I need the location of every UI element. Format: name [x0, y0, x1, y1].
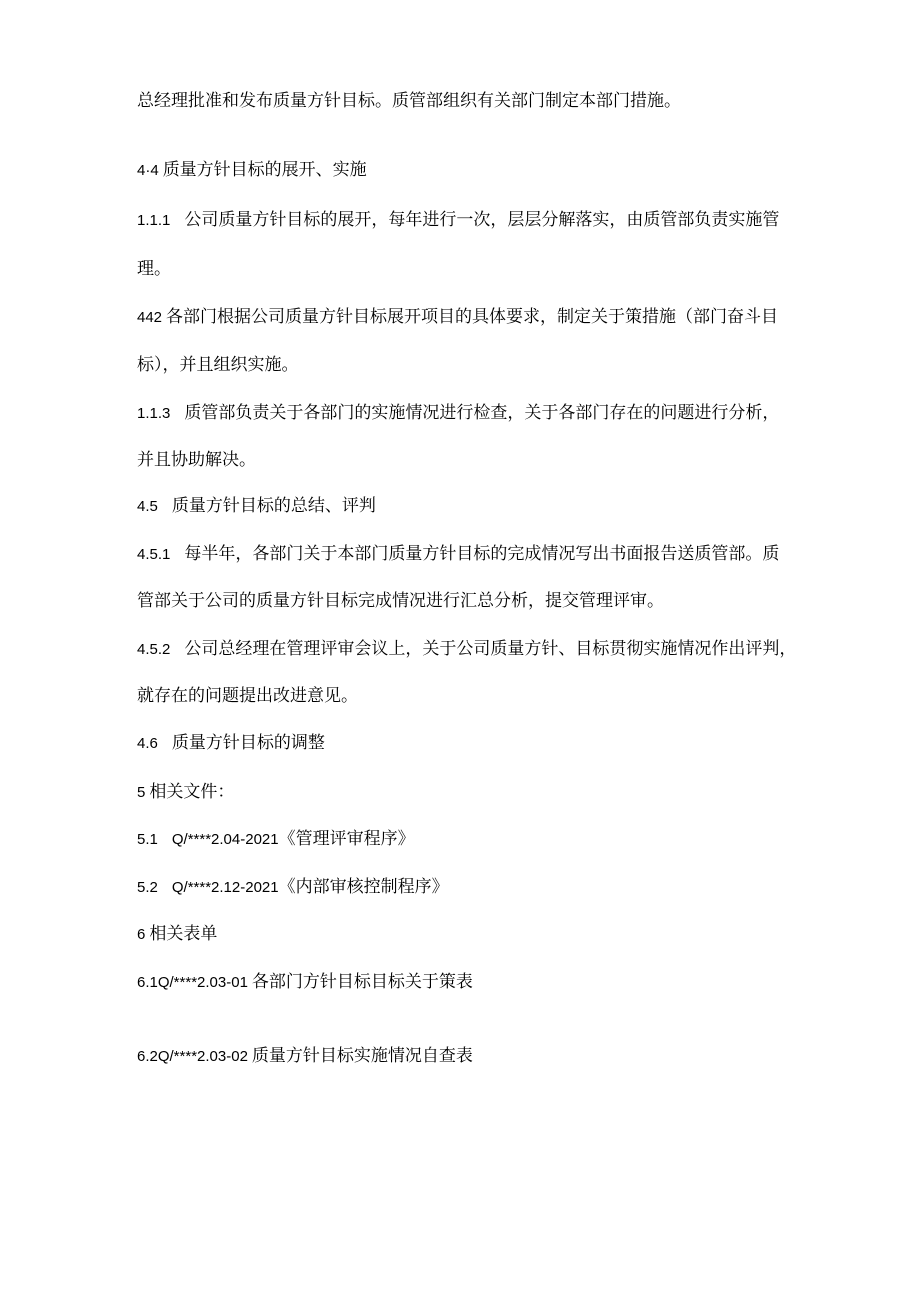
clause-1-1-1-line-2: [137, 257, 171, 281]
clause-4-5-2-line-2: [137, 684, 358, 708]
section-heading-5: [137, 780, 234, 805]
clause-text: 公司总经理在管理评审会议上，关于公司质量方针、目标贯彻实施情况作出评判，: [184, 639, 797, 659]
clause-text: 各部门根据公司质量方针目标展开项目的具体要求，制定关于策措施（部门奋斗目: [166, 307, 779, 327]
form-code: 6.1Q/****2.03-01: [137, 974, 248, 991]
section-number: 4.6: [137, 735, 158, 752]
section-title: 质量方针目标的展开、实施: [162, 160, 367, 180]
clause-number: 1.1.3: [137, 405, 171, 422]
clause-number: 1.1.1: [137, 212, 171, 229]
section-title: 相关文件：: [149, 782, 235, 802]
clause-text: 并且协助解决。: [137, 450, 256, 470]
section-heading-4-6: [137, 731, 325, 756]
clause-4-5-2-line-1: [137, 637, 796, 662]
related-document-5-2: [137, 875, 449, 900]
section-heading-4-5: [137, 494, 376, 519]
form-title: 各部门方针目标目标关于策表: [251, 972, 473, 992]
section-heading-6: [137, 922, 217, 947]
related-document-5-1: [137, 827, 415, 852]
clause-number: 4.5.2: [137, 641, 171, 658]
clause-442-line-2: [137, 353, 299, 377]
document-title: 《管理评审程序》: [278, 829, 415, 849]
document-code: Q/****2.12-2021: [171, 879, 279, 896]
clause-text: 就存在的问题提出改进意见。: [137, 686, 358, 706]
paragraph-text: 总经理批准和发布质量方针目标。质管部组织有关部门制定本部门措施。: [137, 91, 681, 111]
paragraph-approval: [137, 89, 681, 113]
document-title: 《内部审核控制程序》: [278, 877, 449, 897]
clause-text: 质管部负责关于各部门的实施情况进行检查，关于各部门存在的问题进行分析，: [184, 403, 780, 423]
item-number: 5.2: [137, 879, 158, 896]
clause-4-5-1-line-1: [137, 542, 779, 567]
clause-1-1-3-line-1: [137, 401, 779, 426]
form-title: 质量方针目标实施情况自查表: [251, 1046, 473, 1066]
clause-4-5-1-line-2: [137, 589, 664, 613]
section-number: 4.5: [137, 498, 158, 515]
form-code: 6.2Q/****2.03-02: [137, 1048, 248, 1065]
clause-text: 每半年，各部门关于本部门质量方针目标的完成情况写出书面报告送质管部。质: [184, 544, 780, 564]
item-number: 5.1: [137, 831, 158, 848]
clause-442-line-1: [137, 305, 778, 330]
clause-1-1-1-line-1: [137, 208, 779, 233]
clause-text: 标），并且组织实施。: [137, 355, 299, 375]
clause-number: 442: [137, 309, 163, 326]
section-title: 质量方针目标的总结、评判: [171, 496, 376, 516]
clause-1-1-3-line-2: [137, 448, 256, 472]
related-form-6-2: [137, 1044, 473, 1069]
clause-text: 理。: [137, 259, 171, 279]
clause-number: 4.5.1: [137, 546, 171, 563]
section-number: 6: [137, 926, 146, 943]
section-number: 4·4: [137, 162, 159, 179]
related-form-6-1: [137, 970, 473, 995]
section-number: 5: [137, 784, 146, 801]
document-code: Q/****2.04-2021: [171, 831, 279, 848]
section-title: 相关表单: [149, 924, 218, 944]
clause-text: 公司质量方针目标的展开，每年进行一次，层层分解落实，由质管部负责实施管: [184, 210, 780, 230]
clause-text: 管部关于公司的质量方针目标完成情况进行汇总分析，提交管理评审。: [137, 591, 664, 611]
section-heading-4-4: [137, 158, 367, 183]
section-title: 质量方针目标的调整: [171, 733, 325, 753]
